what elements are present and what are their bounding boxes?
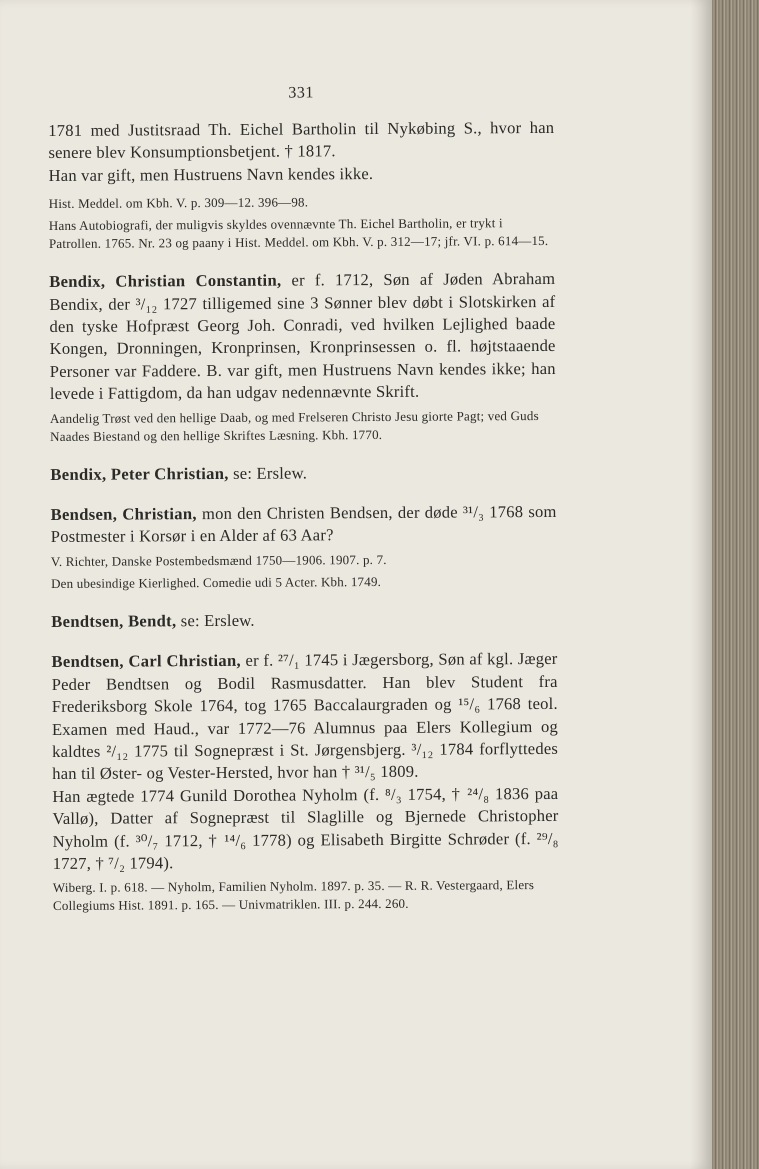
gutter-shadow: [690, 0, 712, 1169]
entry-note: Wiberg. I. p. 618. — Nyholm, Familien Nyholm. 1897. p. 35. — R. R. Vestergaard, Elers Collegiums Hist. 1891. p. 165. — Univmatriklen. III. p. 244. 260.: [52, 877, 535, 914]
entry-bendtsen-bendt: [51, 608, 557, 633]
entry-heading: Bendtsen, Carl Christian,: [51, 651, 242, 672]
entry-text: er f. 1712, Søn af Jøden Abraham Bendix, der ³/₁₂ 1727 tilligemed sine 3 Sønner blev døbt i Slotskirken af den tyske Hofpræst Georg Joh. Conradi, ved hvilken Lejlighed baade Kongen, Dronningen, Kronprinsen, Kronprinsessen o. fl. højtstaaende Personer var Faddere. B. var gift, men Hustruens Navn kendes ikke; han levede i Fattigdom, da han udgav nedennævnte Skrift.: [49, 269, 556, 404]
page-stack-edge: [712, 0, 759, 1169]
entry-text: er f. ²⁷/₁ 1745 i Jægersborg, Søn af kgl. Jæger Peder Bendtsen og Bodil Rasmusdatter. Han blev Student fra Frederiksborg Skole 1764, tog 1765 Baccalaurgraden og ¹⁵/₆ 1768 teol. Examen med Haud., var 1772—76 Alumnus paa Elers Kollegium og kaldtes ²/₁₂ 1775 til Sognepræst i St. Jørgensbjerg. ³/₁₂ 1784 forflyttedes han til Øster- og Vester-Hersted, hvor han † ³¹/₅ 1809.: [51, 649, 559, 784]
entry-bendix-christian-constantin: [49, 268, 556, 406]
page-text: [48, 83, 559, 915]
entry-heading: Bendtsen, Bendt,: [51, 611, 177, 631]
entry-marriage-text: Han ægtede 1774 Gunild Dorothea Nyholm (f. ⁸/₃ 1754, † ²⁴/₈ 1836 paa Vallø), Datter af Sognepræst til Slaglille og Bjernede Christopher Nyholm (f. ³⁰/₇ 1712, † ¹⁴/₆ 1778) og Elisabeth Birgitte Schrøder (f. ²⁹/₈ 1727, † ⁷/₂ 1794).: [52, 783, 559, 873]
entry-heading: Bendix, Peter Christian,: [50, 463, 229, 484]
entry-bendtsen-carl-christian: [51, 648, 558, 786]
page-number: 331: [288, 84, 314, 102]
entry-heading: Bendix, Christian Constantin,: [49, 270, 282, 292]
entry-note: Hans Autobiografi, der muligvis skyldes ovennævnte Th. Eichel Bartholin, er trykt i Patrollen. 1765. Nr. 23 og paany i Hist. Meddel. om Kbh. V. p. 312—17; jfr. VI. p. 614—15.: [48, 215, 549, 252]
entry-note: V. Richter, Danske Postembedsmænd 1750—1906. 1907. p. 7.: [50, 551, 387, 569]
entry-bendix-peter-christian: [50, 461, 556, 486]
entry-text: se: Erslew.: [233, 463, 308, 483]
entry-note: Hist. Meddel. om Kbh. V. p. 309—12. 396—98.: [48, 194, 309, 212]
entry-continuation-marriage: Han var gift, men Hustruens Navn kendes ikke.: [48, 163, 374, 185]
entry-text: mon den Christen Bendsen, der døde ³¹/₃ 1768 som Postmester i Korsør i en Alder af 63 Aar?: [50, 501, 557, 547]
entry-note: Aandelig Trøst ved den hellige Daab, og med Frelseren Christo Jesu giorte Pagt; ved Guds Naades Biestand og den hellige Skriftes Læsning. Kbh. 1770.: [49, 407, 539, 444]
entry-continuation-text: 1781 med Justitsraad Th. Eichel Bartholin til Nykøbing S., hvor han senere blev Konsumptionsbetjent. † 1817.: [48, 117, 555, 163]
entry-note: Den ubesindige Kierlighed. Comedie udi 5 Acter. Kbh. 1749.: [50, 573, 382, 591]
entry-bendsen-christian: [51, 501, 557, 549]
entry-heading: Bendsen, Christian,: [50, 504, 197, 525]
entry-text: se: Erslew.: [180, 610, 255, 631]
